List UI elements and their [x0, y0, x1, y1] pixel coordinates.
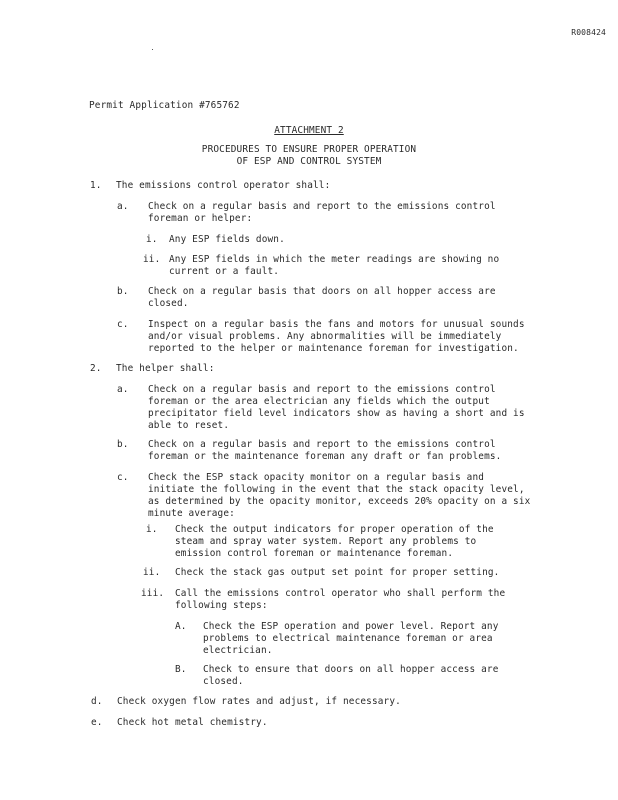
item-2c-ii-text: Check the stack gas output set point for proper setting. [175, 567, 500, 578]
item-2c-iii-line1: Call the emissions control operator who shall perform the [175, 588, 506, 599]
item-2e-text: Check hot metal chemistry. [117, 717, 268, 728]
item-1a-line1: Check on a regular basis and report to the emissions control [148, 201, 496, 212]
scan-speck [152, 49, 153, 50]
item-1c-line1: Inspect on a regular basis the fans and motors for unusual sounds [148, 319, 525, 330]
item-1a-line2: foreman or helper: [148, 213, 253, 224]
item-2c-i-line1: Check the output indicators for proper operation of the [175, 524, 494, 535]
item-2a-line1: Check on a regular basis and report to the emissions control [148, 384, 496, 395]
item-2c-iii-B-line2: closed. [203, 676, 244, 687]
item-2c-iii-A-line3: electrician. [203, 645, 273, 656]
item-2c-iii-B-line1: Check to ensure that doors on all hopper access are [203, 664, 499, 675]
item-1b-line1: Check on a regular basis that doors on all hopper access are [148, 286, 496, 297]
item-1a-ii-line2: current or a fault. [169, 266, 280, 277]
item-2c-i-line3: emission control foreman or maintenance foreman. [175, 548, 454, 559]
item-1c-line3: reported to the helper or maintenance foreman for investigation. [148, 343, 519, 354]
item-2a-line4: able to reset. [148, 420, 230, 431]
item-1a-ii-line1: Any ESP fields in which the meter readings are showing no [169, 254, 500, 265]
item-2c-line4: minute average: [148, 508, 235, 519]
item-1a-i-text: Any ESP fields down. [169, 234, 285, 245]
item-2c-iii-A-line2: problems to electrical maintenance foreman or area [203, 633, 493, 644]
item-2c-i-label: i. [146, 524, 158, 535]
item-1c-label: c. [117, 319, 129, 330]
item-2c-label: c. [117, 472, 129, 483]
item-2c-iii-line2: following steps: [175, 600, 268, 611]
item-1b-line2: closed. [148, 298, 189, 309]
item-1b-label: b. [117, 286, 129, 297]
item-2c-ii-label: ii. [143, 567, 161, 578]
section-2-number: 2. [90, 363, 102, 374]
item-2b-label: b. [117, 439, 129, 450]
item-2b-line2: foreman or the maintenance foreman any draft or fan problems. [148, 451, 502, 462]
item-2d-label: d. [91, 696, 103, 707]
item-2a-label: a. [117, 384, 129, 395]
item-2e-label: e. [91, 717, 103, 728]
item-1a-label: a. [117, 201, 129, 212]
doc-id: R008424 [571, 28, 606, 37]
item-2c-line1: Check the ESP stack opacity monitor on a regular basis and [148, 472, 485, 483]
subtitle-line-1: PROCEDURES TO ENSURE PROPER OPERATION [201, 144, 417, 155]
item-2c-iii-A-line1: Check the ESP operation and power level. Report any [203, 621, 499, 632]
item-2c-iii-label: iii. [141, 588, 165, 599]
permit-header: Permit Application #765762 [89, 100, 240, 111]
section-2-text: The helper shall: [116, 363, 215, 374]
item-2d-text: Check oxygen flow rates and adjust, if necessary. [117, 696, 401, 707]
section-1-text: The emissions control operator shall: [116, 180, 331, 191]
item-2a-line2: foreman or the area electrician any fields which the output [148, 396, 490, 407]
item-1c-line2: and/or visual problems. Any abnormalities will be immediately [148, 331, 502, 342]
item-2c-line3: as determined by the opacity monitor, exceeds 20% opacity on a six [148, 496, 531, 507]
subtitle-line-2: OF ESP AND CONTROL SYSTEM [236, 156, 382, 167]
item-2a-line3: precipitator field level indicators show as having a short and is [148, 408, 525, 419]
item-2c-iii-B-label: B. [175, 664, 187, 675]
item-1a-ii-label: ii. [143, 254, 161, 265]
item-2c-i-line2: steam and spray water system. Report any problems to [175, 536, 477, 547]
section-1-number: 1. [90, 180, 102, 191]
item-2c-iii-A-label: A. [175, 621, 187, 632]
attachment-title: ATTACHMENT 2 [274, 125, 344, 136]
item-2b-line1: Check on a regular basis and report to the emissions control [148, 439, 496, 450]
item-2c-line2: initiate the following in the event that the stack opacity level, [148, 484, 525, 495]
item-1a-i-label: i. [146, 234, 158, 245]
